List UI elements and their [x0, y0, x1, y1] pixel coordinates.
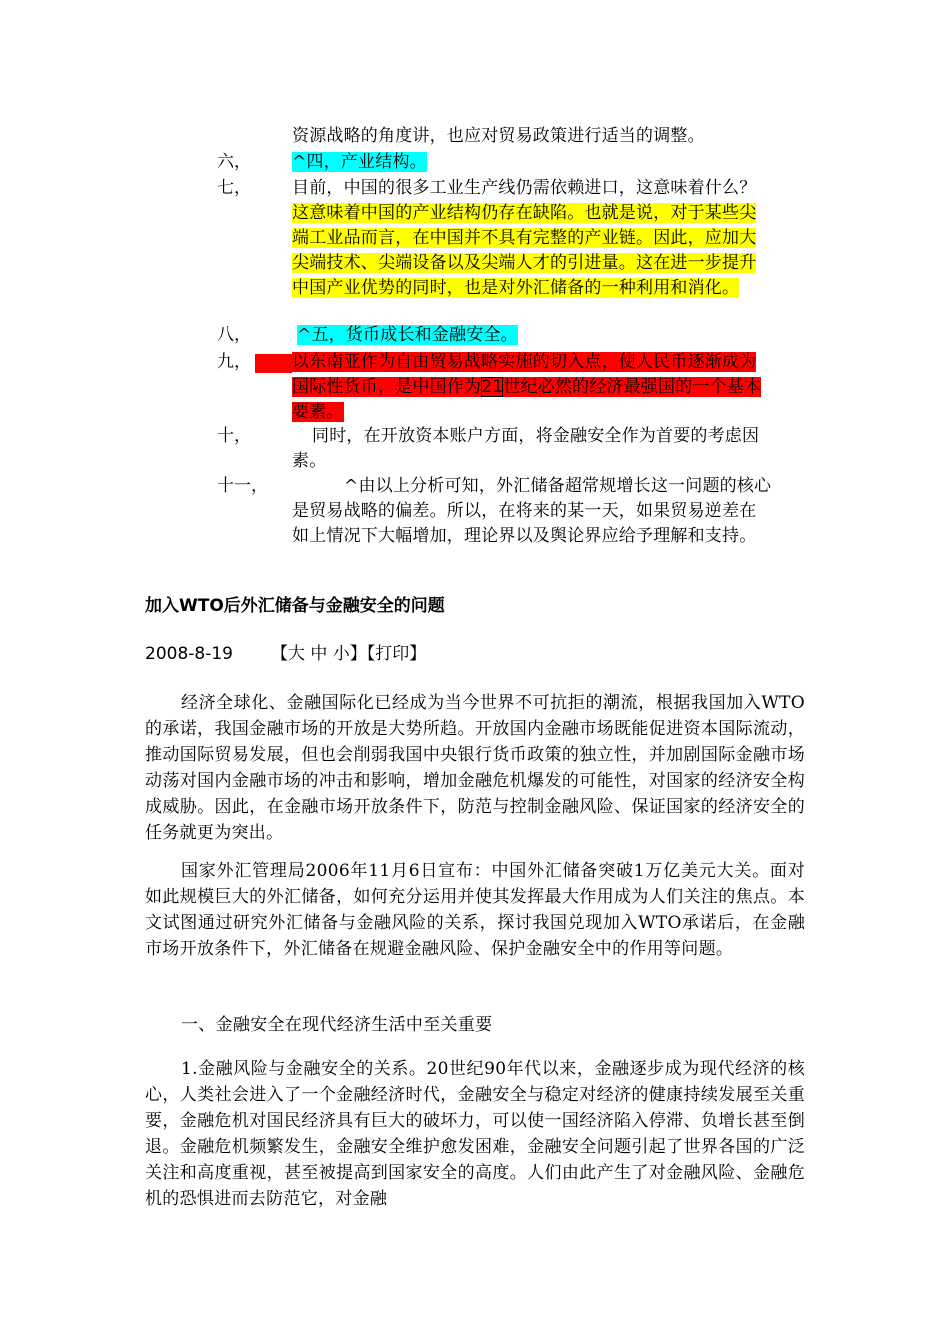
article-dateline: [145, 642, 426, 667]
plain-text: 目前，中国的很多工业生产线仍需依赖进口，这意味着什么？: [292, 178, 757, 198]
list-item-number: 七，: [217, 178, 251, 198]
list-item-text: [292, 350, 772, 425]
boxed-number: 21: [481, 377, 504, 397]
red-highlight-bar: [255, 354, 292, 373]
highlighted-text: 以东南亚作为自由贸易战略实施的切入点，使人民币逐渐成为国际性货币，是中国作为21世纪必然的经济最强国的一个基本要素。: [292, 352, 762, 422]
list-item-text: ^由以上分析可知，外汇储备超常规增长这一问题的核心是贸易战略的偏差。所以，在将来的某一天，如果贸易逆差在如上情况下大幅增加，理论界以及舆论界应给予理解和支持。: [292, 476, 772, 546]
highlighted-text: 这意味着中国的产业结构仍存在缺陷。也就是说，对于某些尖端工业品而言，在中国并不具有完整的产业链。因此，应加大尖端技术、尖端设备以及尖端人才的引进量。这在进一步提升中国产业优势的同时，也是对外汇储备的一种利用和消化。: [292, 203, 757, 298]
article-date: 2008-8-19: [145, 644, 233, 664]
font-size-print-links[interactable]: 【大 中 小】【打印】: [270, 644, 427, 664]
list-item-text: [292, 150, 772, 175]
article-paragraph: 经济全球化、金融国际化已经成为当今世界不可抗拒的潮流，根据我国加入WTO的承诺，我国金融市场的开放是大势所趋。开放国内金融市场既能促进资本国际流动，推动国际贸易发展，但也会削弱我国中央银行货币政策的独立性，并加剧国际金融市场动荡对国内金融市场的冲击和影响，增加金融危机爆发的可能性，对国家的经济安全构成威胁。因此，在金融市场开放条件下，防范与控制金融风险、保证国家的经济安全的任务就更为突出。: [145, 693, 805, 843]
list-item-text: [292, 176, 772, 301]
highlighted-heading: ^四，产业结构。: [292, 152, 427, 172]
section-heading: 一、金融安全在现代经济生活中至关重要: [181, 1015, 493, 1035]
article-title: 加入WTO后外汇储备与金融安全的问题: [145, 596, 445, 616]
list-item-number: 六，: [217, 152, 251, 172]
article-paragraph: 1.金融风险与金融安全的关系。20世纪90年代以来，金融逐步成为现代经济的核心，人类社会进入了一个金融经济时代，金融安全与稳定对经济的健康持续发展至关重要，金融危机对国民经济具有巨大的破坏力，可以使一国经济陷入停滞、负增长甚至倒退。金融危机频繁发生，金融安全维护愈发困难，金融安全问题引起了世界各国的广泛关注和高度重视，甚至被提高到国家安全的高度。人们由此产生了对金融风险、金融危机的恐惧进而去防范它，对金融: [145, 1059, 805, 1209]
list-item-text: 资源战略的角度讲，也应对贸易政策进行适当的调整。: [292, 126, 705, 146]
list-item-text: [297, 323, 777, 348]
list-item-number: 八，: [217, 325, 251, 345]
list-item-number: 九，: [217, 352, 251, 372]
list-item-text: 同时，在开放资本账户方面，将金融安全作为首要的考虑因素。: [292, 426, 760, 471]
list-item-number: 十，: [217, 426, 251, 446]
highlighted-heading: ^五，货币成长和金融安全。: [297, 325, 518, 345]
article-paragraph: 国家外汇管理局2006年11月6日宣布：中国外汇储备突破1万亿美元大关。面对如此规模巨大的外汇储备，如何充分运用并使其发挥最大作用成为人们关注的焦点。本文试图通过研究外汇储备与金融风险的关系，探讨我国兑现加入WTO承诺后，在金融市场开放条件下，外汇储备在规避金融风险、保护金融安全中的作用等问题。: [145, 861, 805, 959]
list-item-number: 十一，: [217, 476, 268, 496]
